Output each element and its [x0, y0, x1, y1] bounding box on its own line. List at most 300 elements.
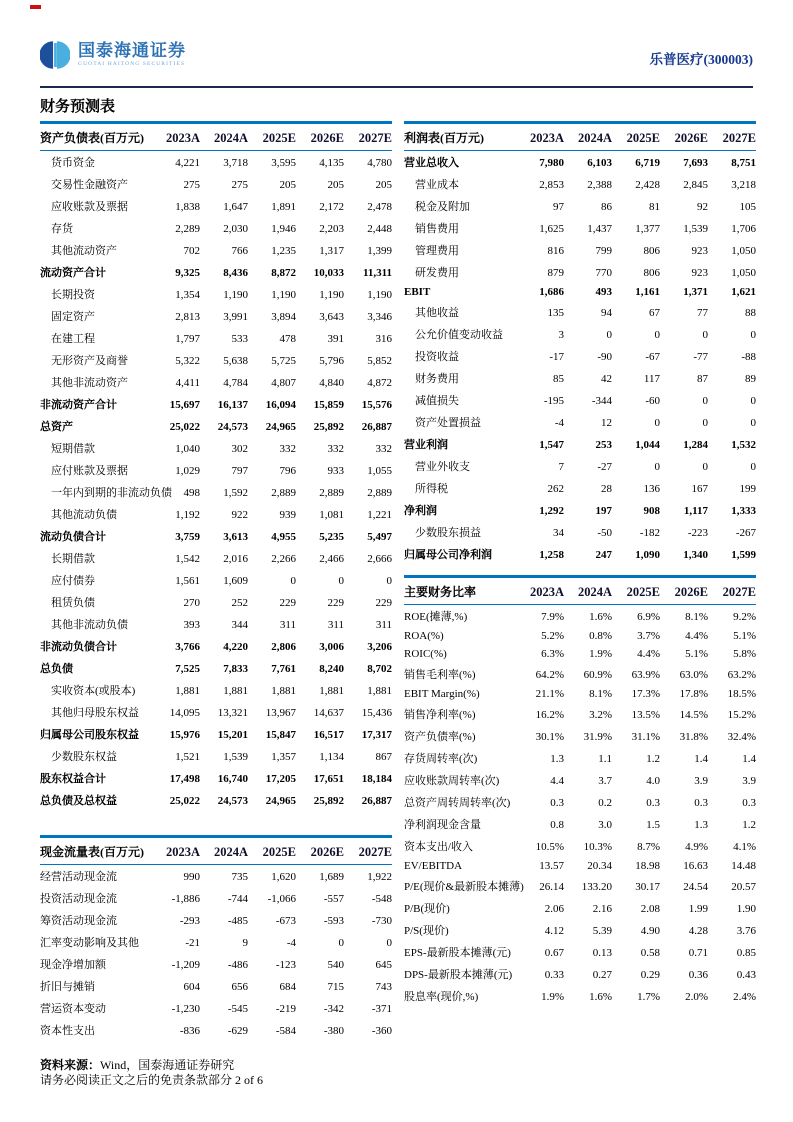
table-row: [404, 455, 756, 477]
cell-value: -342: [323, 1003, 344, 1015]
row-label: 归属母公司净利润: [404, 549, 492, 561]
table-row: [404, 543, 756, 565]
table-row: [404, 261, 756, 283]
cell-value: 1,190: [223, 289, 248, 301]
cell-value: -21: [185, 937, 200, 949]
row-label: 税金及附加: [415, 201, 470, 213]
cell-value: 247: [595, 549, 612, 561]
cell-value: 2.0%: [685, 991, 708, 1003]
column-header: 2024A: [213, 131, 248, 145]
table-row: [404, 323, 756, 345]
cell-value: -1,209: [171, 959, 200, 971]
cell-value: 1,647: [223, 201, 248, 213]
row-label: 租赁负债: [51, 597, 95, 609]
cell-value: 0.67: [544, 947, 564, 959]
cell-value: 15,201: [217, 729, 248, 741]
cell-value: 0: [386, 937, 392, 949]
cell-value: 3,006: [319, 641, 344, 653]
table-row: [40, 195, 392, 217]
cell-value: 1,532: [731, 439, 756, 451]
cell-value: 1,539: [683, 223, 708, 235]
row-label: 其他流动资产: [51, 245, 117, 257]
cell-value: 30.17: [635, 881, 660, 893]
row-label: 应付债券: [51, 575, 95, 587]
cell-value: 3,595: [271, 157, 296, 169]
table-row: [404, 283, 756, 301]
cell-value: 3.9: [694, 775, 708, 787]
cell-value: 3,718: [223, 157, 248, 169]
cell-value: -219: [275, 1003, 296, 1015]
table-row: [40, 931, 392, 953]
cell-value: 92: [697, 201, 708, 213]
table-row: [40, 953, 392, 975]
page-header: [40, 40, 753, 70]
cell-value: 2.08: [640, 903, 660, 915]
row-label: 流动负债合计: [40, 531, 106, 543]
cell-value: 796: [279, 465, 296, 477]
row-label: 现金净增加额: [40, 959, 106, 971]
cell-value: 2,030: [223, 223, 248, 235]
cell-value: 60.9%: [583, 669, 612, 681]
row-label: 投资收益: [415, 351, 459, 363]
cell-value: 17.8%: [679, 688, 708, 700]
cell-value: 1,922: [367, 871, 392, 883]
table-row: [404, 791, 756, 813]
table-row: [404, 703, 756, 725]
cell-value: 1,044: [635, 439, 660, 451]
cell-value: 8.1%: [685, 611, 708, 623]
table-row: [40, 415, 392, 437]
cell-value: 0.58: [640, 947, 660, 959]
cell-value: 2,889: [319, 487, 344, 499]
row-label: 营业成本: [415, 179, 459, 191]
cell-value: 17,651: [313, 773, 344, 785]
brand-logo-icon: [40, 40, 70, 70]
cell-value: 990: [183, 871, 200, 883]
cell-value: 0: [750, 329, 756, 341]
row-label: 其他收益: [415, 307, 459, 319]
cell-value: 2.16: [592, 903, 612, 915]
cell-value: 20.57: [731, 881, 756, 893]
cell-value: 1.4: [742, 753, 756, 765]
cell-value: -380: [323, 1025, 344, 1037]
table-row: [404, 173, 756, 195]
table-row: [404, 663, 756, 685]
cell-value: 16.2%: [535, 709, 564, 721]
cell-value: 1,620: [271, 871, 296, 883]
cell-value: 3.0: [598, 819, 612, 831]
cell-value: 31.1%: [631, 731, 660, 743]
table-row: [40, 349, 392, 371]
table-row: [40, 887, 392, 909]
cell-value: 540: [327, 959, 344, 971]
cell-value: 3,759: [175, 531, 200, 543]
cell-value: 1,029: [175, 465, 200, 477]
row-label: 净利润: [404, 505, 437, 517]
cell-value: -557: [323, 893, 344, 905]
cell-value: 4,807: [271, 377, 296, 389]
row-label: 存货周转率(次): [404, 753, 478, 765]
cell-value: 117: [643, 373, 660, 385]
row-label: 少数股东损益: [415, 527, 481, 539]
cell-value: 1,117: [683, 505, 708, 517]
cell-value: 4.4: [550, 775, 564, 787]
cell-value: 0: [702, 417, 708, 429]
cell-value: 816: [547, 245, 564, 257]
cell-value: 1,235: [271, 245, 296, 257]
table-row: [404, 645, 756, 663]
cell-value: 34: [553, 527, 564, 539]
cell-value: 16,517: [313, 729, 344, 741]
cell-value: 735: [231, 871, 248, 883]
cell-value: 9,325: [175, 267, 200, 279]
cell-value: -673: [275, 915, 296, 927]
row-label: 折旧与摊销: [40, 981, 95, 993]
cell-value: -195: [543, 395, 564, 407]
cell-value: 7,761: [271, 663, 296, 675]
cell-value: -4: [554, 417, 564, 429]
cell-value: 25,022: [169, 795, 200, 807]
page-footer-disclaimer: 请务必阅读正文之后的免责条款部分 2 of 6: [40, 1073, 263, 1087]
cell-value: 1,357: [271, 751, 296, 763]
cell-value: 15,859: [313, 399, 344, 411]
cell-value: 105: [739, 201, 756, 213]
table-row: [404, 857, 756, 875]
table-row: [40, 909, 392, 931]
cell-value: 923: [691, 267, 708, 279]
cell-value: 1,134: [319, 751, 344, 763]
cell-value: 1,797: [175, 333, 200, 345]
cell-value: 0.71: [688, 947, 708, 959]
cell-value: 1,190: [271, 289, 296, 301]
column-header: 2025E: [262, 131, 296, 145]
cell-value: 493: [595, 286, 612, 298]
table-row: [40, 975, 392, 997]
cell-value: 3,613: [223, 531, 248, 543]
cell-value: 0: [702, 395, 708, 407]
cell-value: 3.2%: [589, 709, 612, 721]
row-label: 股息率(现价,%): [404, 991, 479, 1003]
cell-value: 3,991: [223, 311, 248, 323]
cell-value: 1,689: [319, 871, 344, 883]
cell-value: 4.0: [646, 775, 660, 787]
cell-value: 498: [183, 487, 200, 499]
row-label: 管理费用: [415, 245, 459, 257]
cell-value: 1,050: [731, 245, 756, 257]
cell-value: 1,621: [731, 286, 756, 298]
table-row: [404, 963, 756, 985]
cell-value: 253: [595, 439, 612, 451]
cell-value: 344: [231, 619, 248, 631]
table-row: [40, 679, 392, 701]
table-row: [40, 1019, 392, 1041]
cell-value: 1,946: [271, 223, 296, 235]
row-label: 交易性金融资产: [51, 179, 128, 191]
column-header: 2023A: [529, 585, 564, 599]
row-label: 实收资本(或股本): [51, 685, 136, 697]
row-label: 销售费用: [415, 223, 459, 235]
cell-value: 18.5%: [727, 688, 756, 700]
cell-value: 1,354: [175, 289, 200, 301]
cell-value: 4.12: [544, 925, 564, 937]
table-row: [404, 477, 756, 499]
cell-value: 4,135: [319, 157, 344, 169]
cell-value: 15,436: [361, 707, 392, 719]
cell-value: 1,190: [319, 289, 344, 301]
cell-value: 0.27: [592, 969, 612, 981]
cell-value: 24.54: [683, 881, 708, 893]
cell-value: 14.5%: [679, 709, 708, 721]
table-row: [40, 261, 392, 283]
cell-value: 8,240: [319, 663, 344, 675]
table-row: [40, 657, 392, 679]
cell-value: 2,806: [271, 641, 296, 653]
cell-value: 0.3: [742, 797, 756, 809]
cell-value: 1.3: [550, 753, 564, 765]
cell-value: 6.3%: [541, 648, 564, 660]
cell-value: 2,466: [319, 553, 344, 565]
table-row: [404, 769, 756, 791]
cell-value: 1.9%: [541, 991, 564, 1003]
cell-value: 1.2: [742, 819, 756, 831]
cell-value: 85: [553, 373, 564, 385]
row-label: EBIT: [404, 286, 431, 298]
row-label: 应付账款及票据: [51, 465, 128, 477]
column-header: 2025E: [626, 131, 660, 145]
cell-value: 199: [739, 483, 756, 495]
cell-value: 702: [183, 245, 200, 257]
cell-value: 15,697: [169, 399, 200, 411]
cell-value: 332: [327, 443, 344, 455]
cell-value: -1,230: [171, 1003, 200, 1015]
cell-value: 94: [601, 307, 612, 319]
cell-value: 24,573: [217, 795, 248, 807]
cash-flow-table: [40, 835, 392, 1041]
column-header: 2024A: [577, 585, 612, 599]
row-label: ROA(%): [404, 630, 444, 642]
cell-value: 3: [558, 329, 564, 341]
row-label: 流动资产合计: [40, 267, 106, 279]
row-label: 营业利润: [404, 439, 448, 451]
source-text: Wind，国泰海通证券研究: [100, 1058, 235, 1072]
cell-value: 922: [231, 509, 248, 521]
cell-value: -223: [687, 527, 708, 539]
cell-value: 88: [745, 307, 756, 319]
cell-value: -593: [323, 915, 344, 927]
cell-value: -293: [179, 915, 200, 927]
cell-value: 89: [745, 373, 756, 385]
cell-value: 205: [279, 179, 296, 191]
cell-value: 1,891: [271, 201, 296, 213]
cell-value: 8,751: [731, 157, 756, 169]
cell-value: 16,740: [217, 773, 248, 785]
cell-value: 4.4%: [685, 630, 708, 642]
cell-value: 316: [375, 333, 392, 345]
source-label: 资料来源：: [40, 1058, 101, 1072]
cell-value: 2.4%: [733, 991, 756, 1003]
cell-value: 743: [375, 981, 392, 993]
cell-value: 17,205: [265, 773, 296, 785]
cell-value: 2,203: [319, 223, 344, 235]
cell-value: 64.2%: [535, 669, 564, 681]
cell-value: 0: [702, 329, 708, 341]
row-label: 无形资产及商誉: [51, 355, 128, 367]
cell-value: 770: [595, 267, 612, 279]
row-label: 经营活动现金流: [40, 871, 117, 883]
row-label: 销售毛利率(%): [404, 669, 476, 681]
table-row: [404, 345, 756, 367]
cell-value: 6,719: [635, 157, 660, 169]
column-header: 2023A: [165, 131, 200, 145]
table-row: [404, 217, 756, 239]
cell-value: 18.98: [635, 860, 660, 872]
cell-value: 5,796: [319, 355, 344, 367]
cell-value: 332: [375, 443, 392, 455]
row-label: 净利润现金含量: [404, 819, 481, 831]
cell-value: 1,542: [175, 553, 200, 565]
column-header: 2027E: [358, 131, 392, 145]
cell-value: 0: [386, 575, 392, 587]
table-row: [40, 239, 392, 261]
cell-value: 1.1: [598, 753, 612, 765]
cell-value: 87: [697, 373, 708, 385]
cell-value: 8,436: [223, 267, 248, 279]
row-label: EPS-最新股本摊薄(元): [404, 947, 511, 959]
column-header: 2025E: [262, 845, 296, 859]
cell-value: 30.1%: [535, 731, 564, 743]
cell-value: 1,192: [175, 509, 200, 521]
cell-value: -836: [179, 1025, 200, 1037]
cell-value: 21.1%: [535, 688, 564, 700]
cell-value: 3,346: [367, 311, 392, 323]
row-label: 公允价值变动收益: [415, 329, 503, 341]
table-row: [404, 813, 756, 835]
cell-value: 7,980: [539, 157, 564, 169]
row-label: 总负债及总权益: [40, 795, 117, 807]
row-label: 筹资活动现金流: [40, 915, 117, 927]
cell-value: 1,040: [175, 443, 200, 455]
cell-value: 332: [279, 443, 296, 455]
row-label: ROE(摊薄,%): [404, 611, 468, 623]
cell-value: 1.6%: [589, 991, 612, 1003]
cell-value: 1,090: [635, 549, 660, 561]
cell-value: 7,833: [223, 663, 248, 675]
cell-value: 24,573: [217, 421, 248, 433]
cell-value: 67: [649, 307, 660, 319]
cell-value: 2,813: [175, 311, 200, 323]
cell-value: 63.9%: [631, 669, 660, 681]
row-label: 减值损失: [415, 395, 459, 407]
cell-value: 766: [231, 245, 248, 257]
cell-value: 3,894: [271, 311, 296, 323]
brand: [40, 40, 186, 70]
cell-value: 25,892: [313, 795, 344, 807]
table-row: [404, 941, 756, 963]
row-label: 长期投资: [51, 289, 95, 301]
table-row: [40, 217, 392, 239]
cell-value: 26,887: [361, 421, 392, 433]
cell-value: 229: [279, 597, 296, 609]
table-row: [404, 875, 756, 897]
row-label: EV/EBITDA: [404, 860, 463, 872]
column-header: 2027E: [358, 845, 392, 859]
cell-value: 0.33: [544, 969, 564, 981]
cell-value: 2,448: [367, 223, 392, 235]
cell-value: 2,016: [223, 553, 248, 565]
table-row: [404, 411, 756, 433]
table-row: [40, 767, 392, 789]
cell-value: 5,235: [319, 531, 344, 543]
cell-value: 0.85: [736, 947, 756, 959]
table-row: [40, 305, 392, 327]
cell-value: 8,872: [271, 267, 296, 279]
cell-value: 2,289: [175, 223, 200, 235]
cell-value: 656: [231, 981, 248, 993]
cell-value: 1,881: [367, 685, 392, 697]
cell-value: 1,055: [367, 465, 392, 477]
cell-value: 16.63: [683, 860, 708, 872]
row-label: P/S(现价): [404, 925, 449, 937]
column-header: 2027E: [722, 131, 756, 145]
cell-value: -88: [741, 351, 756, 363]
cell-value: 1,399: [367, 245, 392, 257]
cell-value: 1,377: [635, 223, 660, 235]
cell-value: 81: [649, 201, 660, 213]
cell-value: 5.1%: [733, 630, 756, 642]
cell-value: 20.34: [587, 860, 612, 872]
cell-value: 8.7%: [637, 841, 660, 853]
row-label: EBIT Margin(%): [404, 688, 480, 700]
cell-value: 1.6%: [589, 611, 612, 623]
cell-value: -182: [639, 527, 660, 539]
cell-value: 1,258: [539, 549, 564, 561]
cell-value: 4,872: [367, 377, 392, 389]
row-label: 非流动负债合计: [40, 641, 117, 653]
cell-value: 0: [654, 461, 660, 473]
row-label: 其他流动负债: [51, 509, 117, 521]
cell-value: 24,965: [265, 795, 296, 807]
row-label: 资本性支出: [40, 1025, 95, 1037]
cell-value: 5.8%: [733, 648, 756, 660]
table-row: [404, 897, 756, 919]
cell-value: 1,881: [271, 685, 296, 697]
table-row: [404, 835, 756, 857]
cell-value: 63.0%: [679, 669, 708, 681]
cell-value: 1,881: [175, 685, 200, 697]
cell-value: 311: [279, 619, 296, 631]
cell-value: 0: [750, 395, 756, 407]
stock-label: 乐普医疗(300003): [649, 52, 753, 67]
cell-value: 25,022: [169, 421, 200, 433]
row-label: 资产处置损益: [415, 417, 481, 429]
table-row: [404, 627, 756, 645]
table-row: [40, 327, 392, 349]
row-label: 应收账款及票据: [51, 201, 128, 213]
cell-value: 311: [327, 619, 344, 631]
cell-value: 0: [606, 329, 612, 341]
cell-value: 1,838: [175, 201, 200, 213]
cell-value: 9.2%: [733, 611, 756, 623]
cell-value: 5,638: [223, 355, 248, 367]
row-label: 货币资金: [51, 157, 95, 169]
cell-value: 4,220: [223, 641, 248, 653]
brand-name-cn: 国泰海通证券: [78, 41, 186, 61]
cell-value: 25,892: [313, 421, 344, 433]
table-row: [404, 685, 756, 703]
cell-value: 15,576: [361, 399, 392, 411]
cell-value: 1,547: [539, 439, 564, 451]
table-title: 主要财务比率: [404, 585, 477, 599]
